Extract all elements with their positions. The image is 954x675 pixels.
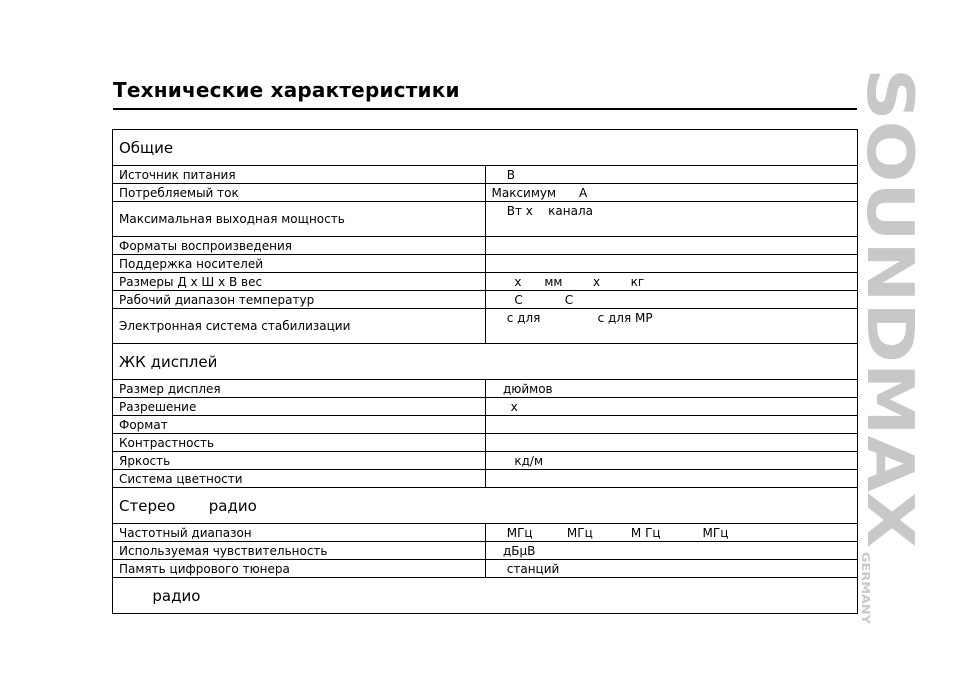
spec-label: Контрастность (113, 434, 486, 452)
section-header-radio (113, 578, 858, 614)
spec-label: Поддержка носителей (113, 255, 486, 273)
spec-label: Размеры Д х Ш х В вес (113, 273, 486, 291)
spec-value: МГц МГц М Гц МГц (485, 524, 858, 542)
table-row (113, 398, 858, 416)
spec-label: Потребляемый ток (113, 184, 486, 202)
table-row (113, 434, 858, 452)
spec-value (485, 416, 858, 434)
table-row (113, 380, 858, 398)
spec-value (485, 434, 858, 452)
spec-label: Рабочий диапазон температур (113, 291, 486, 309)
spec-value (485, 237, 858, 255)
table-row (113, 202, 858, 237)
section-title: Стерео радио (113, 488, 858, 524)
spec-table (112, 129, 858, 614)
section-title: радио (113, 578, 858, 614)
spec-value (485, 255, 858, 273)
spec-label: Максимальная выходная мощность (113, 202, 486, 237)
spec-value: с для с для MP (485, 309, 858, 344)
spec-label: Яркость (113, 452, 486, 470)
table-row (113, 273, 858, 291)
spec-value: кд/м (485, 452, 858, 470)
table-row (113, 560, 858, 578)
spec-label: Форматы воспроизведения (113, 237, 486, 255)
spec-label: Память цифрового тюнера (113, 560, 486, 578)
spec-value: дБμВ (485, 542, 858, 560)
spec-value: станций (485, 560, 858, 578)
spec-value: дюймов (485, 380, 858, 398)
brand-sub: GERMANY (859, 552, 872, 614)
spec-label: Разрешение (113, 398, 486, 416)
section-title: ЖК дисплей (113, 344, 858, 380)
table-row (113, 470, 858, 488)
spec-label: Источник питания (113, 166, 486, 184)
spec-label: Используемая чувствительность (113, 542, 486, 560)
spec-value: Вт х канала (485, 202, 858, 237)
title-divider (113, 108, 857, 110)
page-title: Технические характеристики (113, 78, 460, 102)
table-row (113, 166, 858, 184)
table-row (113, 184, 858, 202)
spec-label: Размер дисплея (113, 380, 486, 398)
table-row (113, 291, 858, 309)
table-row (113, 542, 858, 560)
section-header-general (113, 130, 858, 166)
table-row (113, 255, 858, 273)
table-row (113, 309, 858, 344)
section-header-lcd (113, 344, 858, 380)
spec-label: Формат (113, 416, 486, 434)
table-row (113, 237, 858, 255)
spec-label: Частотный диапазон (113, 524, 486, 542)
table-row (113, 524, 858, 542)
spec-value: С С (485, 291, 858, 309)
section-header-stereo (113, 488, 858, 524)
brand-name: SOUNDMAX (852, 68, 926, 490)
table-row (113, 452, 858, 470)
spec-label: Электронная система стабилизации (113, 309, 486, 344)
spec-value: Максимум А (485, 184, 858, 202)
table-row (113, 416, 858, 434)
spec-value: х (485, 398, 858, 416)
section-title: Общие (113, 130, 858, 166)
brand-logo (852, 68, 926, 628)
spec-value (485, 470, 858, 488)
spec-label: Система цветности (113, 470, 486, 488)
spec-value: В (485, 166, 858, 184)
spec-value: х мм х кг (485, 273, 858, 291)
